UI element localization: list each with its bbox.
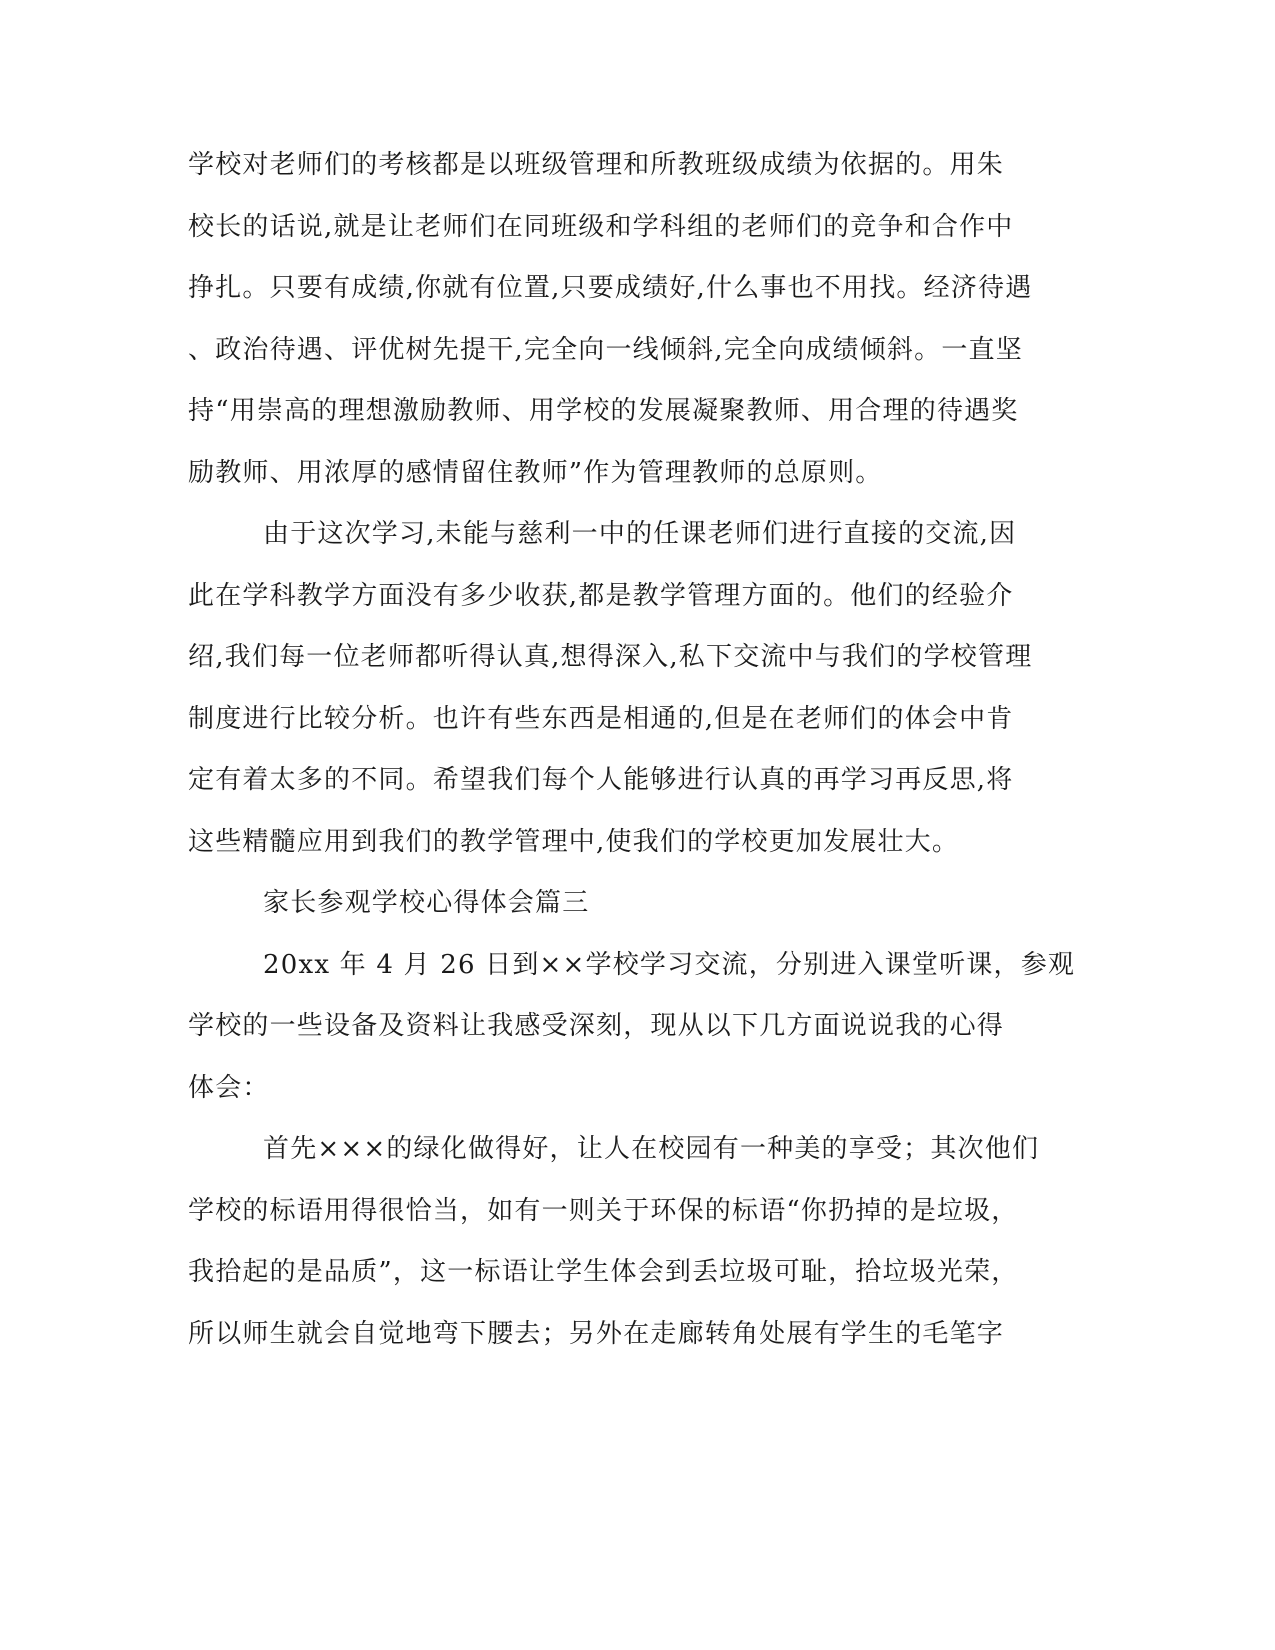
text-line: 定有着太多的不同。希望我们每个人能够进行认真的再学习再反思,将 xyxy=(188,765,1014,795)
text-line: 持“用崇高的理想激励教师、用学校的发展凝聚教师、用合理的待遇奖 xyxy=(188,396,1019,426)
text-line: 绍,我们每一位老师都听得认真,想得深入,私下交流中与我们的学校管理 xyxy=(188,642,1033,672)
paragraph-start-line: 由于这次学习,未能与慈利一中的任课老师们进行直接的交流,因 xyxy=(263,519,1017,549)
paragraph-start-line: 首先×××的绿化做得好，让人在校园有一种美的享受；其次他们 xyxy=(263,1134,1040,1164)
text-line: 我拾起的是品质”，这一标语让学生体会到丢垃圾可耻，拾垃圾光荣， xyxy=(188,1257,1019,1287)
text-line: 体会： xyxy=(188,1072,270,1103)
text-line: 制度进行比较分析。也许有些东西是相通的,但是在老师们的体会中肯 xyxy=(188,703,1014,734)
text-line: 所以师生就会自觉地弯下腰去；另外在走廊转角处展有学生的毛笔字 xyxy=(188,1318,1005,1349)
text-line: 学校的标语用得很恰当，如有一则关于环保的标语“你扔掉的是垃圾， xyxy=(188,1195,1019,1226)
section-heading: 家长参观学校心得体会篇三 xyxy=(263,888,590,918)
text-line: 、政治待遇、评优树先提干,完全向一线倾斜,完全向成绩倾斜。一直坚 xyxy=(188,334,1023,365)
text-line: 此在学科教学方面没有多少收获,都是教学管理方面的。他们的经验介 xyxy=(188,580,1014,611)
text-line: 励教师、用浓厚的感情留住教师”作为管理教师的总原则。 xyxy=(188,457,883,488)
text-line: 学校对老师们的考核都是以班级管理和所教班级成绩为依据的。用朱 xyxy=(188,150,1005,180)
text-line: 这些精髓应用到我们的教学管理中,使我们的学校更加发展壮大。 xyxy=(188,826,960,857)
text-line: 挣扎。只要有成绩,你就有位置,只要成绩好,什么事也不用找。经济待遇 xyxy=(188,273,1033,303)
paragraph-start-line: 20xx 年 4 月 26 日到××学校学习交流，分别进入课堂听课，参观 xyxy=(263,949,1076,980)
body-text xyxy=(188,135,1078,1365)
text-line: 校长的话说,就是让老师们在同班级和学科组的老师们的竞争和合作中 xyxy=(188,211,1014,242)
text-line: 学校的一些设备及资料让我感受深刻，现从以下几方面说说我的心得 xyxy=(188,1011,1005,1041)
